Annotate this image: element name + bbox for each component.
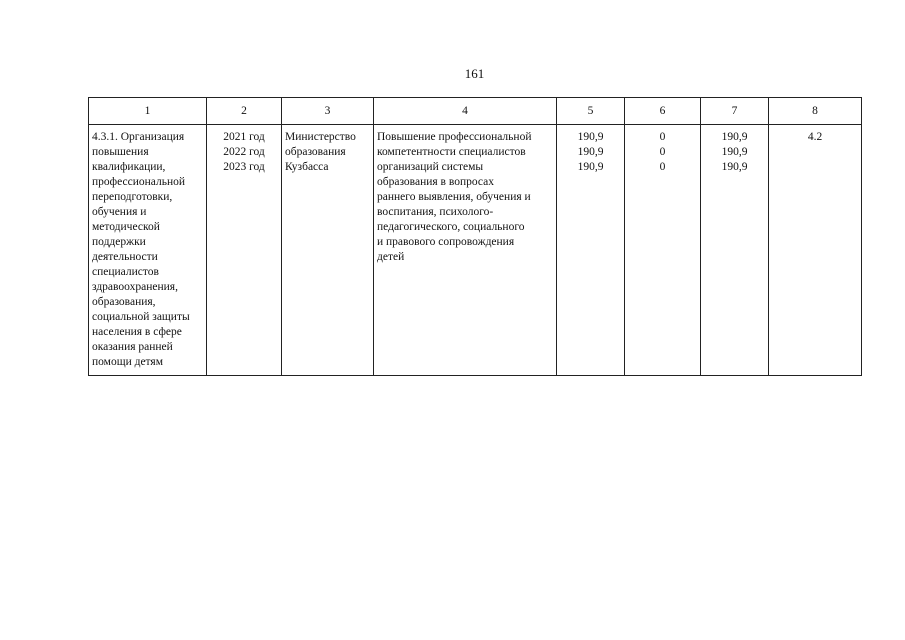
cell-line: помощи детям <box>92 356 163 368</box>
cell-line: методической <box>92 221 160 233</box>
page-number: 161 <box>464 66 485 81</box>
cell-line: 190,9 <box>577 131 604 143</box>
cell-line: Министерство <box>285 131 356 143</box>
cell-line: 0 <box>659 146 666 158</box>
cell-line: 2022 год <box>223 146 265 158</box>
cell-line: 2021 год <box>223 131 265 143</box>
cell-line: деятельности <box>92 251 158 263</box>
cell-line: 190,9 <box>721 146 748 158</box>
cell-line: компетентности специалистов <box>377 146 526 158</box>
cell-line: образования в вопросах <box>377 176 494 188</box>
cell-line: и правового сопровождения <box>377 236 515 248</box>
funding-regional-cell <box>701 125 769 376</box>
cell-line: здравоохранения, <box>92 281 178 293</box>
cell-line: оказания ранней <box>92 341 173 353</box>
cell-line: образования, <box>92 296 156 308</box>
cell-line: воспитания, психолого- <box>377 206 494 218</box>
column-header: 8 <box>769 98 862 125</box>
program-table <box>88 97 862 376</box>
executor-cell <box>282 125 374 376</box>
column-header: 2 <box>207 98 282 125</box>
cell-line: 2023 год <box>223 161 265 173</box>
column-header: 3 <box>282 98 374 125</box>
cell-line: обучения и <box>92 206 147 218</box>
cell-line: раннего выявления, обучения и <box>377 191 531 203</box>
column-header: 4 <box>374 98 557 125</box>
column-header: 7 <box>701 98 769 125</box>
column-header: 1 <box>89 98 207 125</box>
table-row <box>89 125 862 376</box>
cell-line: 0 <box>659 161 666 173</box>
cell-line: Повышение профессиональной <box>377 131 532 143</box>
cell-line: повышения <box>92 146 149 158</box>
cell-line: 4.3.1. Организация <box>92 131 185 143</box>
indicator-cell <box>769 125 862 376</box>
cell-line: детей <box>377 251 405 263</box>
column-header: 5 <box>557 98 625 125</box>
cell-line: 0 <box>659 131 666 143</box>
cell-line: 190,9 <box>577 161 604 173</box>
cell-line: переподготовки, <box>92 191 173 203</box>
cell-line: профессиональной <box>92 176 186 188</box>
activity-name-cell <box>89 125 207 376</box>
cell-line: Кузбасса <box>285 161 329 173</box>
years-cell <box>207 125 282 376</box>
column-header: 6 <box>625 98 701 125</box>
cell-line: населения в сфере <box>92 326 182 338</box>
result-cell <box>374 125 557 376</box>
funding-federal-cell <box>625 125 701 376</box>
cell-line: 190,9 <box>721 161 748 173</box>
cell-line: социальной защиты <box>92 311 190 323</box>
cell-line: 190,9 <box>577 146 604 158</box>
cell-line: квалификации, <box>92 161 166 173</box>
cell-line: 190,9 <box>721 131 748 143</box>
cell-line: педагогического, социального <box>377 221 525 233</box>
cell-line: 4.2 <box>807 131 823 143</box>
cell-line: поддержки <box>92 236 146 248</box>
cell-line: организаций системы <box>377 161 484 173</box>
cell-line: образования <box>285 146 346 158</box>
cell-line: специалистов <box>92 266 159 278</box>
funding-total-cell <box>557 125 625 376</box>
table-header-row <box>89 98 862 125</box>
